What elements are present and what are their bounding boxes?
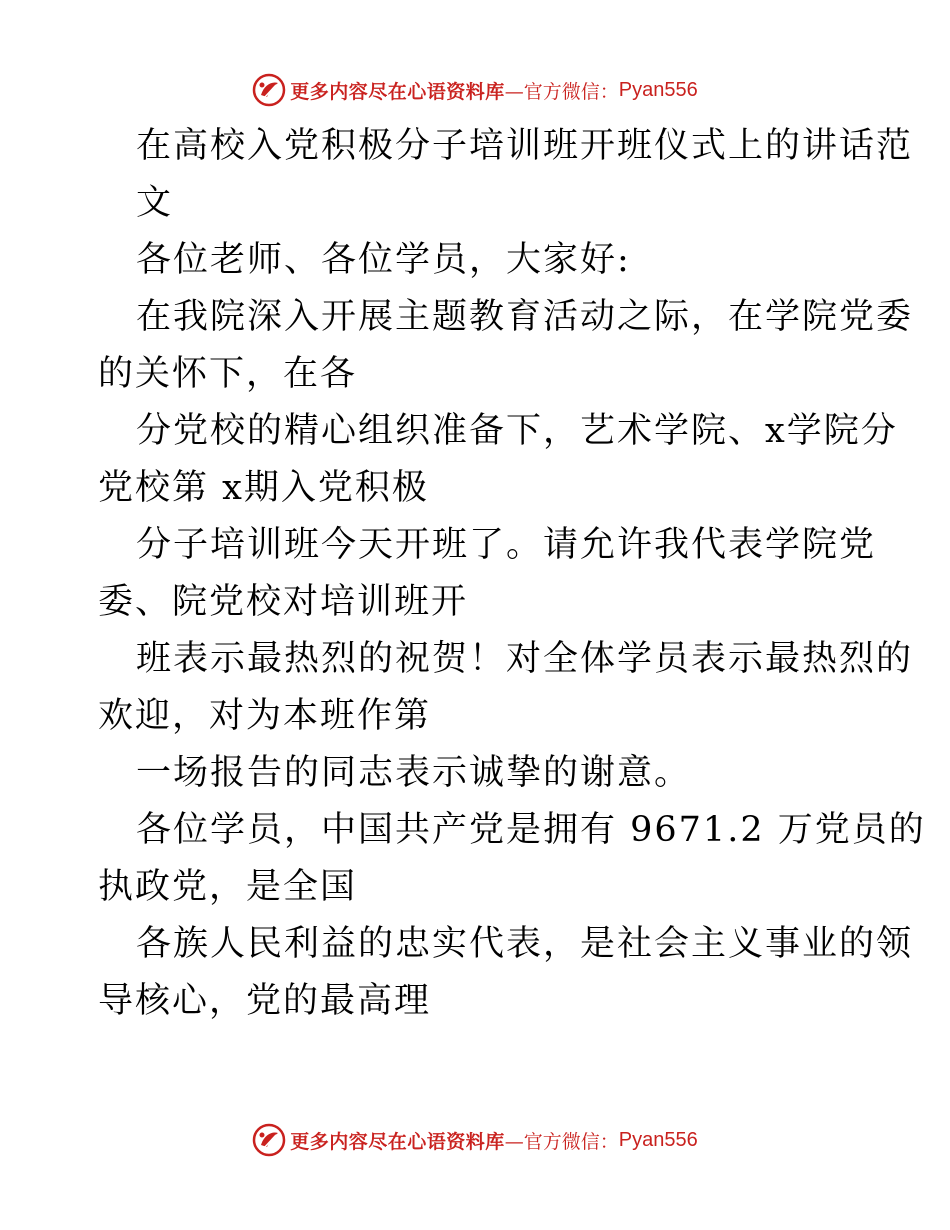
text-line: 分子培训班今天开班了。请允许我代表学院党 — [136, 525, 877, 565]
text-line: 委、院党校对培训班开 — [98, 582, 469, 622]
header-watermark-banner — [0, 70, 950, 110]
banner-title: 更多内容尽在心语资料库 — [290, 80, 505, 103]
text-line: 文 — [136, 183, 174, 223]
banner-wechat-id: Pyan556 — [618, 1128, 698, 1151]
text-line: 在我院深入开展主题教育活动之际，在学院党委 — [136, 297, 914, 337]
text-line: 一场报告的同志表示诚挚的谢意。 — [136, 753, 692, 793]
brand-logo-icon — [252, 1123, 286, 1157]
text-line: 的关怀下，在各 — [98, 354, 358, 394]
brand-logo-icon — [252, 73, 286, 107]
text-line: 班表示最热烈的祝贺！对全体学员表示最热烈的 — [136, 639, 914, 679]
text-line: 各位学员，中国共产党是拥有 9671.2 万党员的 — [136, 810, 926, 850]
banner-title: 更多内容尽在心语资料库 — [290, 1130, 505, 1153]
banner-subtitle: —官方微信： — [504, 80, 619, 103]
text-line: 党校第 x期入党积极 — [98, 468, 429, 508]
text-line: 欢迎，对为本班作第 — [98, 696, 432, 736]
text-line: 各族人民利益的忠实代表，是社会主义事业的领 — [136, 924, 914, 964]
text-line: 在高校入党积极分子培训班开班仪式上的讲话范 — [136, 126, 914, 166]
text-line: 各位老师、各位学员，大家好: — [136, 240, 631, 280]
text-line: 导核心，党的最高理 — [98, 981, 432, 1021]
banner-wechat-id: Pyan556 — [618, 78, 698, 101]
banner-subtitle: —官方微信： — [504, 1130, 619, 1153]
text-line: 分党校的精心组织准备下，艺术学院、x学院分 — [136, 411, 898, 451]
document-body — [98, 118, 926, 1030]
text-line: 执政党，是全国 — [98, 867, 358, 907]
footer-watermark-banner — [0, 1120, 950, 1160]
